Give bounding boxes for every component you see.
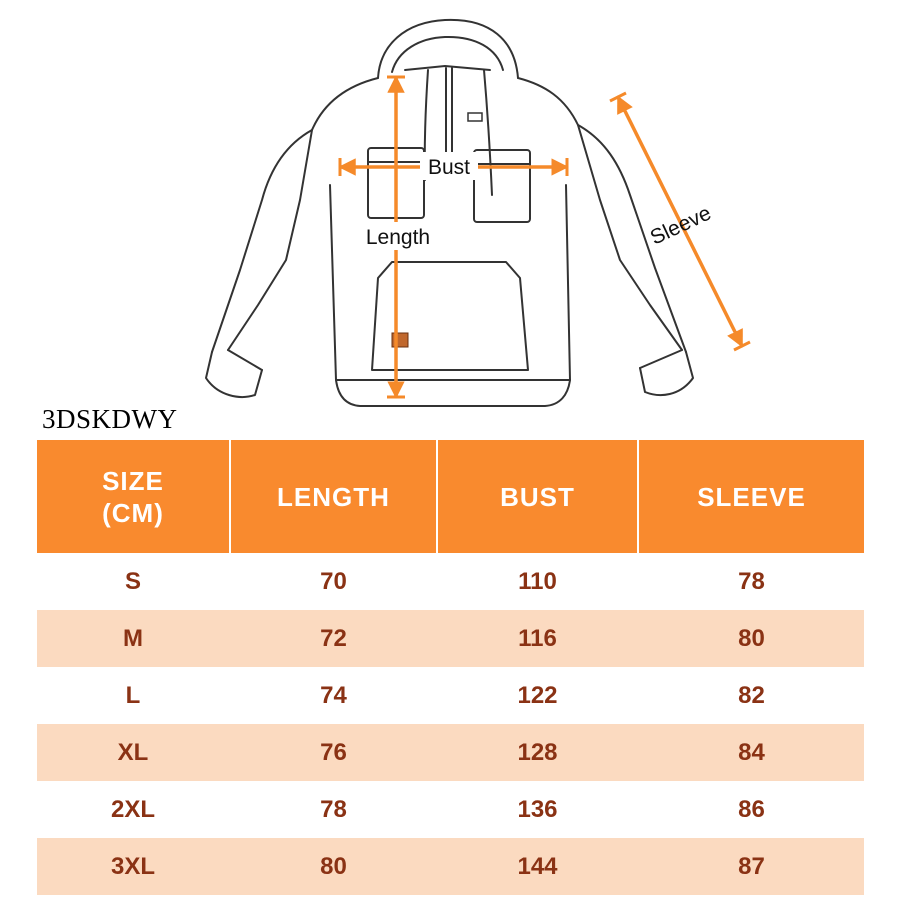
sleeve-cell: 78	[738, 567, 765, 595]
header-length: LENGTH	[231, 440, 436, 553]
bust-cell: 116	[518, 624, 557, 652]
table-row	[37, 838, 864, 895]
table-row	[37, 724, 864, 781]
header-size: SIZE (CM)	[37, 440, 229, 553]
sleeve-cell: 84	[738, 738, 765, 766]
sleeve-cell: 87	[738, 852, 765, 880]
length-cell: 74	[320, 681, 347, 709]
table-header-row	[37, 440, 864, 553]
header-sleeve: SLEEVE	[639, 440, 864, 553]
bust-cell: 144	[517, 852, 558, 880]
bust-cell: 136	[517, 795, 558, 823]
sleeve-cell: 86	[738, 795, 765, 823]
bust-cell: 128	[517, 738, 558, 766]
size-cell: S	[124, 567, 141, 595]
hoodie-diagram	[0, 0, 900, 410]
table-row	[37, 553, 864, 610]
length-label: Length	[365, 226, 431, 249]
length-cell: 78	[320, 795, 347, 823]
sleeve-cell: 82	[738, 681, 765, 709]
length-cell: 76	[320, 738, 347, 766]
sleeve-cell: 80	[738, 624, 765, 652]
length-cell: 70	[320, 567, 347, 595]
bust-label: Bust	[427, 156, 471, 179]
hoodie-outline	[206, 20, 693, 406]
length-cell: 80	[320, 852, 347, 880]
chest-badge	[468, 113, 482, 121]
table-row	[37, 667, 864, 724]
length-cell: 72	[320, 624, 347, 652]
header-bust: BUST	[438, 440, 637, 553]
size-cell: M	[123, 624, 143, 652]
size-cell: L	[125, 681, 141, 709]
table-row	[37, 610, 864, 667]
size-cell: 2XL	[110, 795, 155, 823]
size-chart-table	[37, 440, 864, 895]
brand-name: 3DSKDWY	[42, 404, 178, 434]
bust-cell: 110	[518, 567, 557, 595]
bust-cell: 122	[517, 681, 558, 709]
size-cell: XL	[117, 738, 149, 766]
table-row	[37, 781, 864, 838]
sleeve-label: Sleeve	[646, 201, 715, 250]
size-cell: 3XL	[110, 852, 155, 880]
